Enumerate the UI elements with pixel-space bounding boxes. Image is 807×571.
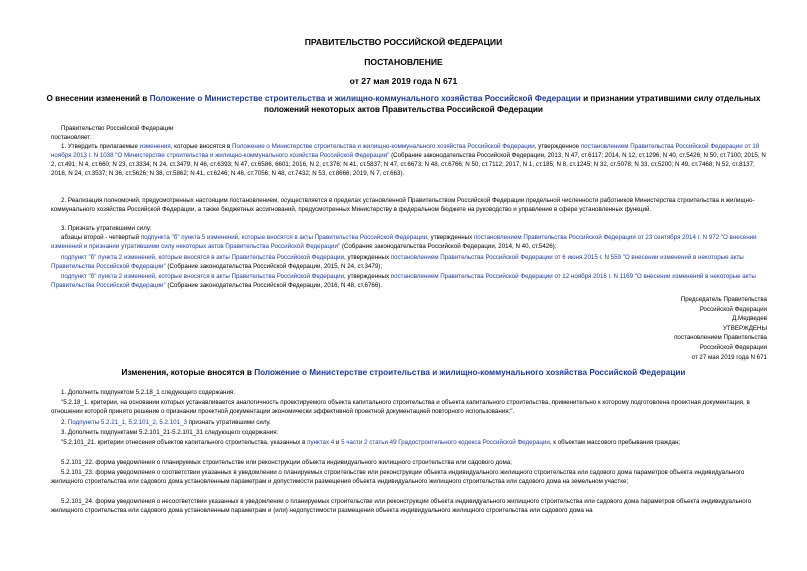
change-2 [51, 418, 769, 427]
p3a-text-c: (Собрание законодательства Российской Федерации, 2014, N 40, ст.5426); [340, 243, 557, 251]
title-prefix: О внесении изменений в [46, 94, 150, 103]
document-date: от 27 мая 2019 года N 671 [349, 76, 458, 86]
item-5-2-101-21 [51, 438, 769, 447]
p3b-text-c: (Собрание законодательства Российской Федерации, 2015, N 24, ст.3479); [165, 263, 383, 271]
p3c-link-1[interactable]: подпункт "б" пункта 2 изменений, которые вносятся в акты Правительства Российской Федерации [61, 273, 345, 280]
p3a-link-2[interactable]: постановлением Правительства Российской Федерации от 23 сентября 2014 г. N 972 "О внесении изменений и признании утратившими силу некоторых актов Правительства Российской Федерации" [51, 234, 757, 251]
p3c-text-c: (Собрание законодательства Российской Федерации, 2016, N 48, ст.6766). [165, 282, 383, 290]
approval-line-4: от 27 мая 2019 года N 671 [691, 353, 767, 361]
signature-line-2: Российской Федерации [699, 305, 767, 313]
paragraph-3a [51, 233, 769, 251]
change-1: 1. Дополнить подпунктом 5.2.18_1 следующего содержания: [61, 389, 235, 396]
document-title [40, 94, 767, 115]
c2-text-b: признать утратившими силу. [186, 419, 271, 426]
c21-text-c: , к объектам массового пребывания граждан; [549, 439, 681, 446]
p3a-text-b: , утвержденных [427, 234, 474, 241]
p3b-link-1[interactable]: подпункт "б" пункта 2 изменений, которые вносятся в акты Правительства Российской Федерации [61, 254, 345, 261]
p1-link-regulation[interactable]: Положение о Министерстве строительства и жилищно-коммунального хозяйства Российской Федерации [232, 143, 535, 150]
c2-text-a: 2. [61, 419, 68, 426]
signature-line-3: Д.Медведев [732, 315, 767, 323]
intro-line-1: Правительство Российской Федерации [61, 125, 174, 132]
p3c-link-2[interactable]: постановлением Правительства Российской Федерации от 12 ноября 2016 г. N 1169 "О внесении изменений в некоторые акты Правительства Российской Федерации" [51, 273, 756, 290]
paragraph-3: 3. Признать утратившими силу: [61, 225, 152, 232]
government-heading: ПРАВИТЕЛЬСТВО РОССИЙСКОЙ ФЕДЕРАЦИИ [304, 37, 503, 47]
item-5-2-101-24: 5.2.101_24. форма уведомления о несоответствии указанных в уведомлении о планируемых строительстве или реконструкции объекта индивидуального жилищного строительства или садового дома параметров объекта индивидуального жилищного строительства или садового дома установленным параметрам и (или) недопустимости размещения объекта индивидуального жилищного строительства или садового дома на [51, 498, 752, 515]
p1-text-a: 1. Утвердить прилагаемые [61, 143, 140, 150]
c21-text-a: "5.2.101_21. критерии отнесения объектов капитального строительства, указанных в [61, 439, 308, 446]
p3b-link-2[interactable]: постановлением Правительства Российской Федерации от 6 июня 2015 г. N 559 "О внесении изменений в некоторые акты Правительства Российской Федерации" [51, 254, 744, 271]
p3c-text-b: , утвержденных [344, 273, 391, 280]
title-link[interactable]: Положение о Министерстве строительства и жилищно-коммунального хозяйства Российской Федерации [149, 94, 581, 103]
p3a-text-a: абзацы второй - четвертый [61, 234, 141, 241]
p1-link-decree-1038[interactable]: постановлением Правительства Российской Федерации от 18 ноября 2013 г. N 1038 "О Министерстве строительства и жилищно-коммунального хозяйства Российской Федерации" [51, 143, 760, 160]
paragraph-3b [51, 253, 769, 271]
approval-line-3: Российской Федерации [699, 343, 767, 351]
changes-title-prefix: Изменения, которые вносятся в [121, 368, 255, 377]
signature-line-1: Председатель Правительства [680, 296, 767, 303]
intro-line-2: постановляет: [51, 134, 92, 141]
changes-title-link[interactable]: Положение о Министерстве строительства и жилищно-коммунального хозяйства Российской Федерации [254, 368, 686, 377]
item-5-2-101-22: 5.2.101_22. форма уведомления о планируемых строительстве или реконструкции объекта индивидуального жилищного строительства или садового дома; [61, 459, 512, 466]
change-1-text: "5.2.18_1. критерии, на основании которых устанавливается аналогичность проектируемого объекта капитального строительства и объекта капитального строительства, применительно к которому подготовлена проектная документация, в отношении которой принято решение о признании проектной документации экономически эффективной проектной документацией повторного использования;". [51, 399, 750, 416]
p1-text-c: , утвержденное [534, 143, 581, 150]
p1-text-b: , которые вносятся в [170, 143, 232, 150]
c2-link[interactable]: Подпункты 5.2.21_1, 5.2.101_2, 5.2.101_3 [67, 419, 187, 426]
p1-text-d: (Собрание законодательства Российской Федерации, 2013, N 47, ст.6117; 2014, N 12, ст.1296; N 40, ст.5426; N 50, ст.7100; 2015, N 2, ст.491; N 4, ст.660; N 23, ст.3334; N 24, ст.3479; N 46, ст.6393; N 47, ст.6586, 6601; 2016, N 2, ст.376; N 41, ст.5837; N 47, ст.6673; N 48, ст.6766; N 50, ст.7112; 2017, N 1, ст.185; N 8, ст.1245; N 32, ст.5078; N 33, ст.5200; N 49, ст.7468; N 52, ст.8137; 2018, N 24, ст.3537; N 36, ст.5626; N 38, ст.5862; N 41, ст.6246; N 46, ст.7056; N 48, ст.7432; N 53, ст.8666; 2019, N 7, ст.663). [51, 152, 766, 178]
paragraph-3c [51, 272, 769, 290]
c21-link-1[interactable]: пунктах 4 [307, 439, 335, 446]
title-suffix: и признании утратившими силу отдельных положений некоторых актов Правительства Российской Федерации [264, 94, 761, 114]
approval-line-2: постановлением Правительства [674, 334, 767, 342]
p3b-text-b: , утвержденных [344, 254, 391, 261]
document-type: ПОСТАНОВЛЕНИЕ [364, 57, 443, 67]
change-3: 3. Дополнить подпунктами 5.2.101_21-5.2.101_31 следующего содержания: [61, 429, 279, 436]
c21-link-2[interactable]: 5 части 2 статьи 49 Градостроительного кодекса Российской Федерации [341, 439, 550, 446]
p3a-link-1[interactable]: подпункта "б" пункта 5 изменений, которые вносятся в акты Правительства Российской Федерации [140, 234, 428, 241]
item-5-2-101-23: 5.2.101_23. форма уведомления о соответствии указанных в уведомлении о планируемых строительстве или реконструкции объекта индивидуального жилищного строительства или садового дома параметров объекта индивидуального жилищного строительства или садового дома установленным параметрам и допустимости размещения объекта индивидуального жилищного строительства или садового дома на земельном участке; [51, 469, 745, 486]
c21-text-b: и [334, 439, 342, 446]
paragraph-2: 2. Реализация полномочий, предусмотренных настоящим постановлением, осуществляется в пределах установленной Правительством Российской Федерации предельной численности работников Министерства строительства и жилищно-коммунального хозяйства Российской Федерации, а также бюджетных ассигнований, предусмотренных Министерству в федеральном бюджете на руководство и управление в сфере установленных функций. [51, 197, 755, 214]
signature-block [560, 295, 767, 362]
approval-line-1: УТВЕРЖДЕНЫ [723, 324, 767, 332]
paragraph-1 [51, 142, 769, 178]
p1-link-changes[interactable]: изменения [139, 143, 171, 150]
changes-title [40, 368, 767, 379]
